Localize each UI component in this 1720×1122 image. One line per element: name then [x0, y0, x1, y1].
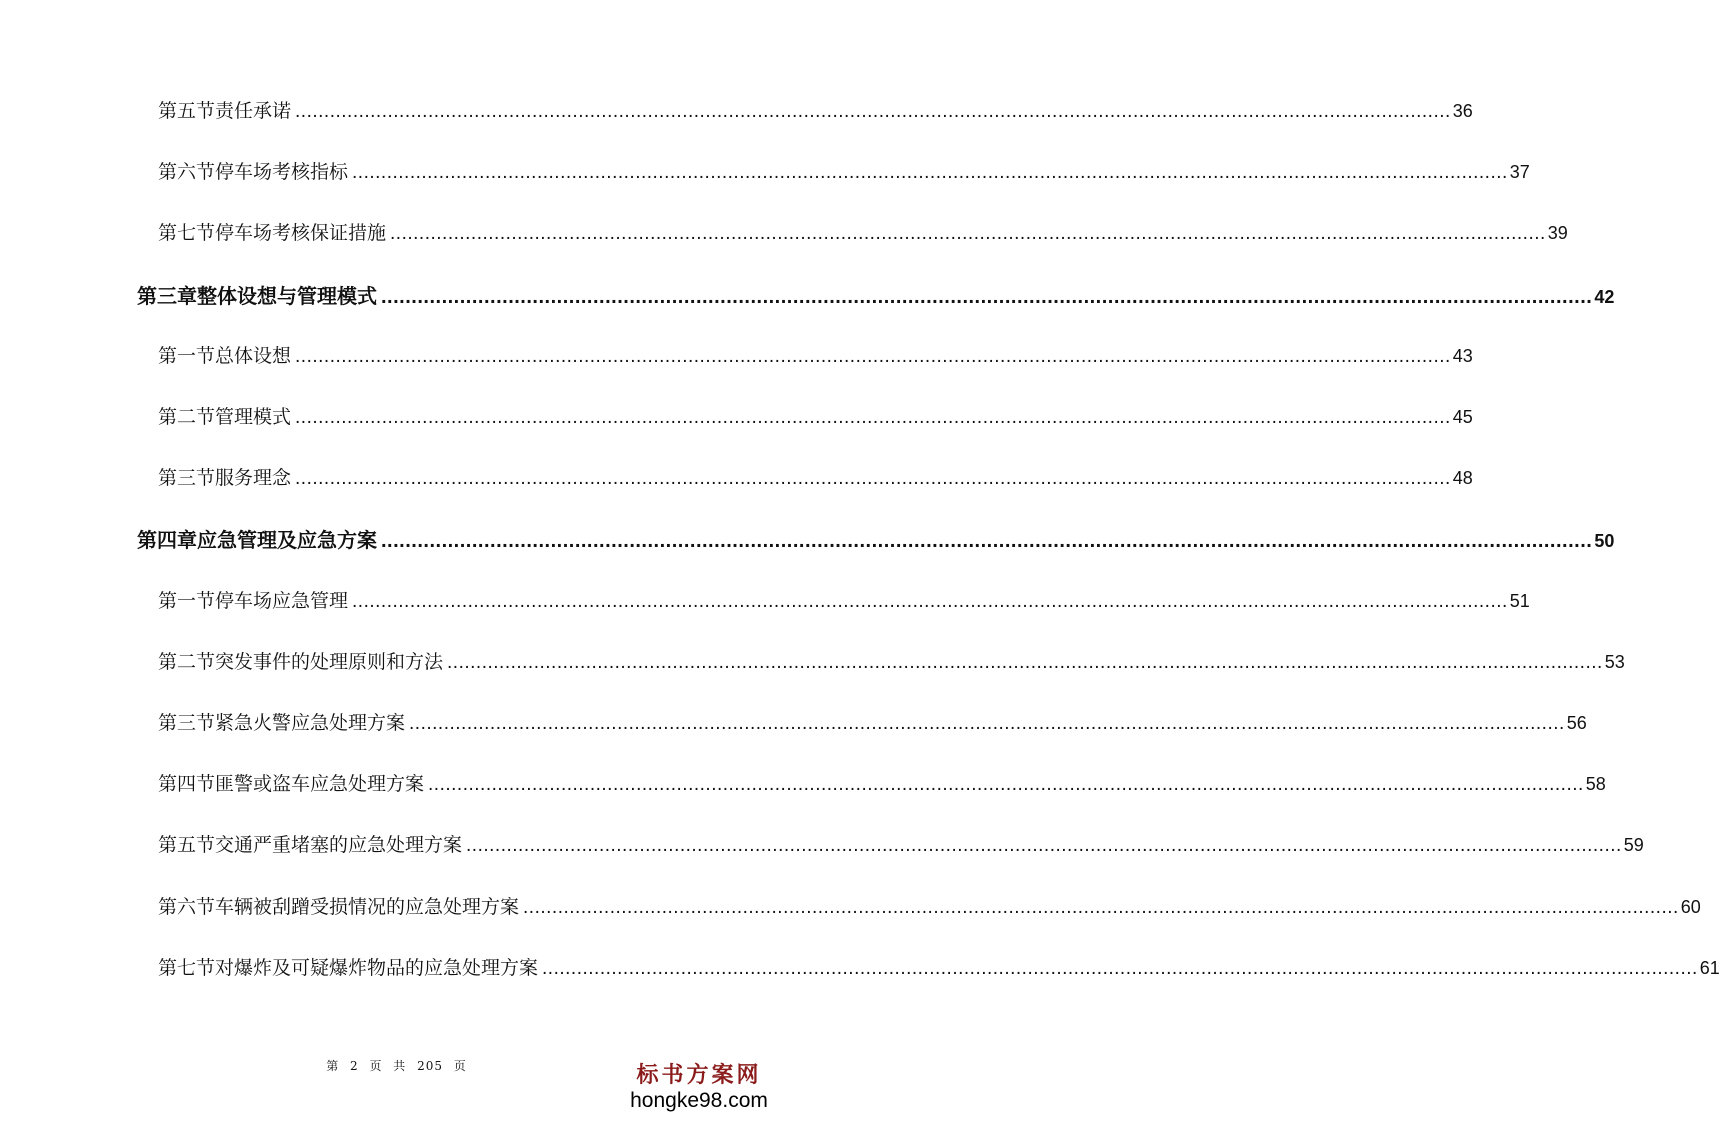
toc-entry-number: 第五节	[158, 834, 216, 856]
toc-entry-page-number: 58	[1585, 774, 1606, 794]
toc-entry-number: 第七节	[158, 222, 216, 244]
toc-section-entry[interactable]	[158, 953, 1720, 980]
toc-section-entry[interactable]	[158, 218, 1568, 245]
watermark-url: hongke98.com	[630, 1089, 768, 1112]
toc-section-entry[interactable]	[158, 463, 1473, 490]
toc-chapter-entry[interactable]	[137, 280, 1615, 309]
toc-dot-leader: ........................................................................................................................................................................................................	[381, 286, 1593, 308]
toc-entry-title: 整体设想与管理模式	[197, 284, 377, 308]
toc-entry-page-number: 39	[1547, 223, 1568, 243]
toc-entry-number: 第七节	[158, 957, 216, 979]
toc-entry-page-number: 56	[1566, 713, 1587, 733]
toc-entry-number: 第二节	[158, 406, 216, 428]
toc-entry-page-number: 59	[1623, 835, 1644, 855]
toc-section-entry[interactable]	[158, 892, 1701, 919]
toc-entry-page-number: 42	[1594, 287, 1615, 307]
toc-entry-page-number: 51	[1509, 591, 1530, 611]
toc-entry-number: 第三章	[137, 284, 197, 308]
toc-section-entry[interactable]	[158, 96, 1473, 123]
toc-entry-title: 车辆被刮蹭受损情况的应急处理方案	[215, 896, 520, 918]
toc-section-entry[interactable]	[158, 830, 1644, 857]
toc-entry-number: 第六节	[158, 161, 216, 183]
watermark-title: 标书方案网	[636, 1062, 762, 1088]
toc-entry-title: 匪警或盗车应急处理方案	[215, 773, 425, 795]
toc-entry-number: 第一节	[158, 590, 216, 612]
toc-entry-number: 第六节	[158, 896, 216, 918]
toc-dot-leader: ........................................................................................................................................................................................................	[295, 101, 1451, 122]
toc-entry-number: 第四节	[158, 773, 216, 795]
toc-entry-page-number: 43	[1452, 346, 1473, 366]
toc-entry-number: 第四章	[137, 528, 197, 552]
toc-chapter-entry[interactable]	[137, 524, 1615, 553]
toc-section-entry[interactable]	[158, 341, 1473, 368]
toc-entry-title: 责任承诺	[215, 100, 292, 122]
toc-dot-leader: ........................................................................................................................................................................................................	[381, 530, 1593, 552]
toc-dot-leader: ........................................................................................................................................................................................................	[409, 713, 1565, 734]
toc-entry-page-number: 61	[1699, 958, 1720, 978]
toc-dot-leader: ........................................................................................................................................................................................................	[295, 407, 1451, 428]
toc-entry-title: 服务理念	[215, 467, 292, 489]
toc-dot-leader: ........................................................................................................................................................................................................	[447, 652, 1603, 673]
toc-entry-number: 第三节	[158, 712, 216, 734]
toc-dot-leader: ........................................................................................................................................................................................................	[295, 468, 1451, 489]
toc-entry-title: 停车场考核保证措施	[215, 222, 387, 244]
toc-entry-page-number: 53	[1604, 652, 1625, 672]
watermark-logo	[619, 1062, 779, 1114]
toc-entry-title: 交通严重堵塞的应急处理方案	[215, 834, 463, 856]
toc-dot-leader: ........................................................................................................................................................................................................	[523, 897, 1679, 918]
toc-entry-page-number: 36	[1452, 101, 1473, 121]
toc-section-entry[interactable]	[158, 157, 1530, 184]
toc-entry-number: 第五节	[158, 100, 216, 122]
toc-section-entry[interactable]	[158, 402, 1473, 429]
toc-dot-leader: ........................................................................................................................................................................................................	[352, 591, 1508, 612]
toc-entry-page-number: 48	[1452, 468, 1473, 488]
toc-entry-title: 停车场考核指标	[215, 161, 349, 183]
toc-section-entry[interactable]	[158, 708, 1587, 735]
toc-entry-page-number: 45	[1452, 407, 1473, 427]
toc-entry-page-number: 60	[1680, 897, 1701, 917]
toc-entry-title: 总体设想	[215, 345, 292, 367]
toc-entry-number: 第一节	[158, 345, 216, 367]
toc-section-entry[interactable]	[158, 586, 1530, 613]
toc-entry-title: 停车场应急管理	[215, 590, 349, 612]
toc-entry-number: 第三节	[158, 467, 216, 489]
toc-entry-number: 第二节	[158, 651, 216, 673]
toc-section-entry[interactable]	[158, 769, 1606, 796]
toc-entry-title: 紧急火警应急处理方案	[215, 712, 406, 734]
toc-dot-leader: ........................................................................................................................................................................................................	[390, 223, 1546, 244]
toc-entry-title: 应急管理及应急方案	[197, 528, 377, 552]
toc-dot-leader: ........................................................................................................................................................................................................	[466, 835, 1622, 856]
toc-dot-leader: ........................................................................................................................................................................................................	[352, 162, 1508, 183]
toc-entry-title: 突发事件的处理原则和方法	[215, 651, 444, 673]
toc-section-entry[interactable]	[158, 647, 1625, 674]
page-footer: 第 2 页 共 205 页	[326, 1059, 467, 1073]
toc-entry-page-number: 50	[1594, 531, 1615, 551]
toc-dot-leader: ........................................................................................................................................................................................................	[542, 958, 1698, 979]
toc-dot-leader: ........................................................................................................................................................................................................	[428, 774, 1584, 795]
toc-entry-title: 对爆炸及可疑爆炸物品的应急处理方案	[215, 957, 539, 979]
toc-entry-title: 管理模式	[215, 406, 292, 428]
toc-entry-page-number: 37	[1509, 162, 1530, 182]
toc-dot-leader: ........................................................................................................................................................................................................	[295, 346, 1451, 367]
